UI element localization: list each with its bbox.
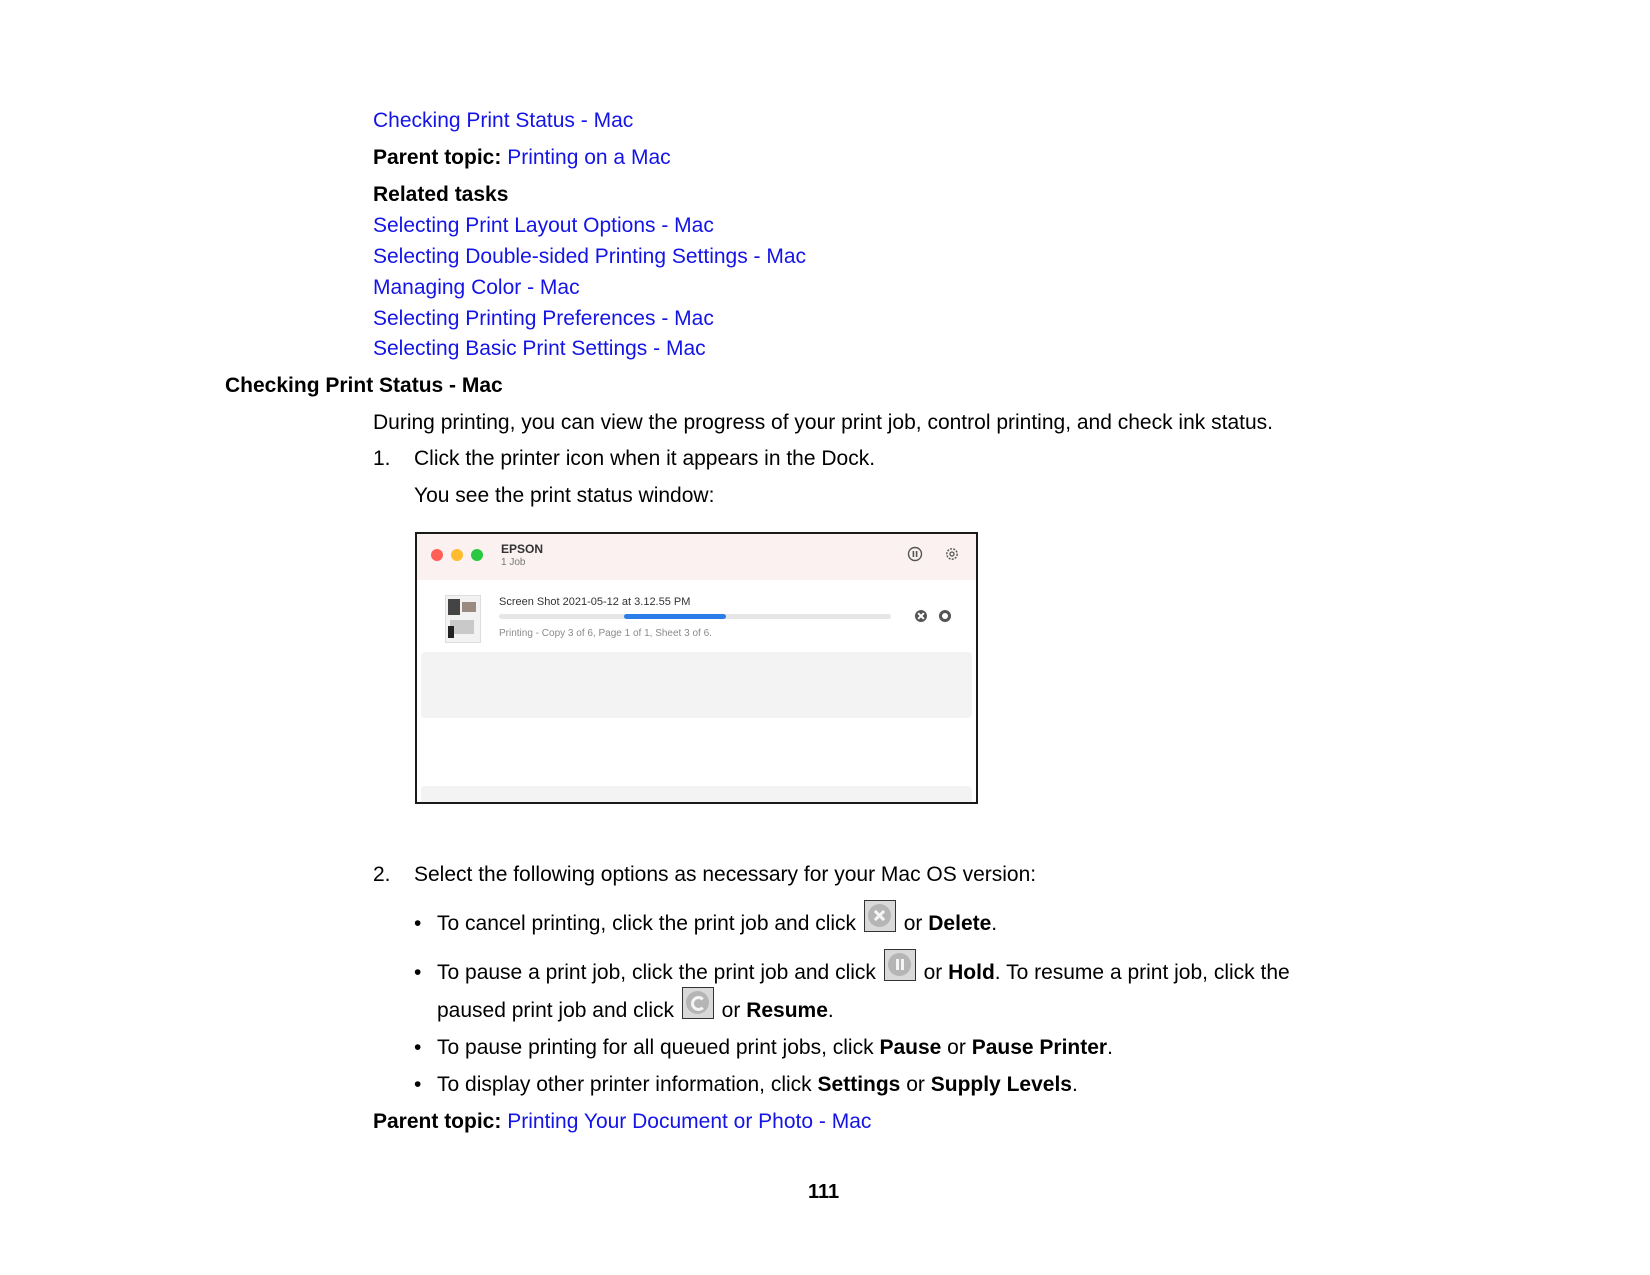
link-printing-your-document-or-photo[interactable]: Printing Your Document or Photo - Mac [507,1110,872,1133]
bullet-2-line-2-text: paused print job and click [437,999,674,1022]
bullet-4-supply-levels: Supply Levels [930,1073,1072,1096]
bullet-3-or: or [947,1036,966,1059]
step-2-text: Select the following options as necessary for your Mac OS version: [414,863,1037,886]
bullet-2-mid: . To resume a print job, click the [994,961,1290,984]
resume-icon [682,987,714,1019]
section-title: Checking Print Status - Mac [225,374,503,397]
bullet-3 [437,1037,1113,1058]
step-1-text: Click the printer icon when it appears in the Dock. [414,447,876,470]
bullet-2-line-2 [437,987,834,1027]
page-number: 111 [808,1181,840,1203]
bullet-1 [437,900,997,940]
link-checking-print-status[interactable]: Checking Print Status - Mac [373,109,634,132]
job-progress-fill [624,614,726,619]
bullet-2-resume: Resume [746,999,828,1022]
cancel-job-icon [915,610,927,622]
bullet-2-marker: • [414,961,422,984]
zoom-window-icon [471,549,483,561]
footer-parent-topic-label: Parent topic: [373,1110,502,1133]
bullet-4-settings: Settings [817,1073,901,1096]
step-1-number: 1. [373,447,391,470]
bullet-2-line-1 [437,949,1290,989]
bullet-3-pause-printer: Pause Printer [971,1036,1108,1059]
job-list-panel [421,652,972,718]
bullet-2-or: or [923,961,943,984]
step-2-number: 2. [373,863,391,886]
pause-icon [884,949,916,981]
bullet-2-period: . [827,999,834,1022]
bullet-1-delete: Delete [928,912,992,935]
bullet-2-text: To pause a print job, click the print job and click [437,961,876,984]
bullet-1-marker: • [414,912,422,935]
close-window-icon [431,549,443,561]
bullet-1-text: To cancel printing, click the print job and click [437,912,857,935]
cancel-icon [864,900,896,932]
bullet-4-text: To display other printer information, click [437,1073,812,1096]
link-related-4[interactable]: Selecting Printing Preferences - Mac [373,307,714,330]
window-subtitle: 1 Job [501,557,526,568]
bullet-3-text: To pause printing for all queued print jobs, click [437,1036,874,1059]
window-title: EPSON [501,542,544,556]
link-related-5[interactable]: Selecting Basic Print Settings - Mac [373,337,706,360]
job-progress-bar [499,614,891,619]
bullet-3-period: . [1107,1036,1113,1059]
minimize-window-icon [451,549,463,561]
link-printing-on-a-mac[interactable]: Printing on a Mac [507,146,671,169]
footer-parent-topic-line [373,1111,871,1132]
bullet-1-or: or [903,912,923,935]
print-status-window-screenshot [415,532,978,804]
settings-gear-icon [944,546,960,562]
job-status: Printing - Copy 3 of 6, Page 1 of 1, Sheet 3 of 6. [499,628,712,639]
bullet-4-period: . [1071,1073,1078,1096]
bullet-3-pause: Pause [879,1036,942,1059]
step-1-note: You see the print status window: [414,484,715,507]
link-related-3[interactable]: Managing Color - Mac [373,276,580,299]
link-related-1[interactable]: Selecting Print Layout Options - Mac [373,214,714,237]
parent-topic-label: Parent topic: [373,146,502,169]
related-tasks-heading: Related tasks [373,183,509,206]
bullet-4 [437,1074,1078,1095]
document-thumbnail-icon [445,595,481,643]
section-intro: During printing, you can view the progress of your print job, control printing, and check ink status. [373,411,1273,434]
parent-topic-line [373,147,671,168]
hold-job-icon [939,610,951,622]
job-name: Screen Shot 2021-05-12 at 3.12.55 PM [499,596,691,608]
bullet-3-marker: • [414,1036,422,1059]
bullet-4-or: or [906,1073,925,1096]
bullet-4-marker: • [414,1073,422,1096]
bullet-2-hold: Hold [948,961,995,984]
bullet-2-or-2: or [721,999,741,1022]
link-related-2[interactable]: Selecting Double-sided Printing Settings - Mac [373,245,807,268]
bullet-1-period: . [991,912,998,935]
pause-printer-icon [907,546,923,562]
job-list-footer [421,786,972,804]
